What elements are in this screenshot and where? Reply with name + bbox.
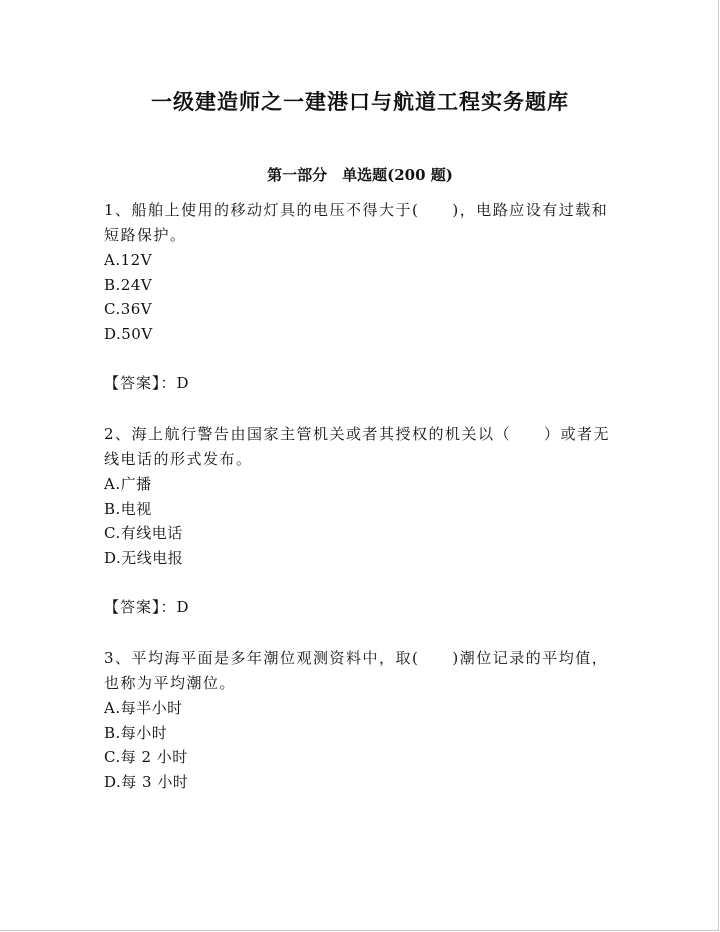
option-c: C.有线电话 — [104, 524, 183, 542]
option-c: C.36V — [104, 300, 153, 318]
document-title: 一级建造师之一建港口与航道工程实务题库 — [151, 89, 569, 114]
question-3 — [104, 646, 620, 794]
section-title: 第一部分 单选题(200 题) — [267, 166, 453, 184]
question-stem: 2、海上航行警告由国家主管机关或者其授权的机关以（ ）或者无线电话的形式发布。 — [104, 425, 611, 468]
option-d: D.每 3 小时 — [104, 772, 189, 791]
option-b: B.24V — [104, 275, 153, 294]
option-a: A.广播 — [104, 475, 152, 493]
answer-line: 【答案】：D — [104, 598, 190, 616]
question-stem: 3、平均海平面是多年潮位观测资料中，取( )潮位记录的平均值，也称为平均潮位。 — [104, 649, 609, 692]
question-2 — [104, 422, 620, 620]
option-b: B.每小时 — [104, 723, 168, 742]
option-a: A.12V — [104, 251, 153, 269]
option-a: A.每半小时 — [104, 699, 183, 717]
option-c: C.每 2 小时 — [104, 748, 188, 766]
question-list — [104, 198, 620, 820]
option-d: D.50V — [104, 324, 153, 343]
option-b: B.电视 — [104, 499, 152, 518]
answer-line: 【答案】：D — [104, 374, 190, 392]
option-d: D.无线电报 — [104, 548, 184, 567]
question-1 — [104, 198, 620, 396]
question-stem: 1、船舶上使用的移动灯具的电压不得大于( )，电路应设有过载和短路保护。 — [104, 201, 609, 244]
